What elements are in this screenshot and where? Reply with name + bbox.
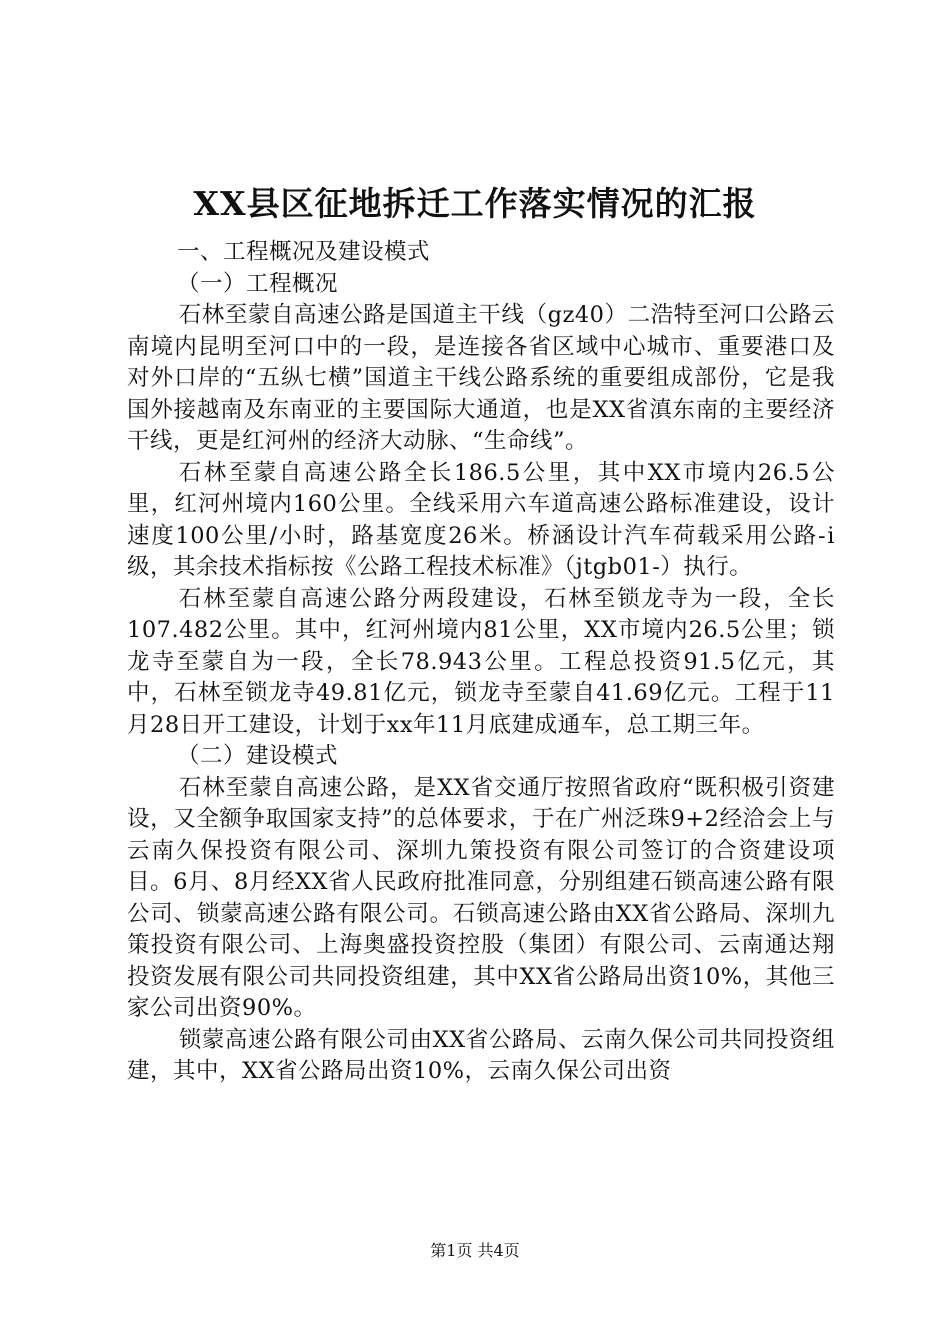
paragraph: 石林至蒙自高速公路，是XX省交通厅按照省政府“既积极引资建设，又全额争取国家支持”的总体要求，于在广州泛珠9+2经洽会上与云南久保投资有限公司、深圳九策投资有限公司签订的合资建设项目。6月、8月经XX省人民政府批准同意，分别组建石锁高速公路有限公司、锁蒙高速公路有限公司。石锁高速公路由XX省公路局、深圳九策投资有限公司、上海奥盛投资控股（集团）有限公司、云南通达翔投资发展有限公司共同投资组建，其中XX省公路局出资10%，其他三家公司出资90%。 [127, 774, 835, 1021]
paragraph: 锁蒙高速公路有限公司由XX省公路局、云南久保公司共同投资组建，其中，XX省公路局出资10%，云南久保公司出资 [127, 1026, 835, 1084]
section-heading: 一、工程概况及建设模式 [177, 239, 431, 265]
paragraph: 石林至蒙自高速公路是国道主干线（gz40）二浩特至河口公路云南境内昆明至河口中的一段，是连接各省区域中心城市、重要港口及对外口岸的“五纵七横”国道主干线公路系统的重要组成部份，它是我国外接越南及东南亚的主要国际大通道，也是XX省滇东南的主要经济干线，更是红河州的经济大动脉、“生命线”。 [127, 302, 835, 454]
paragraph: 石林至蒙自高速公路分两段建设，石林至锁龙寺为一段，全长107.482公里。其中，红河州境内81公里，XX市境内26.5公里；锁龙寺至蒙自为一段，全长78.943公里。工程总投资91.5亿元，其中，石林至锁龙寺49.81亿元，锁龙寺至蒙自41.69亿元。工程于11月28日开工建设，计划于xx年11月底建成通车，总工期三年。 [127, 585, 835, 738]
document-body [127, 237, 835, 1088]
subsection-heading: （一）工程概况 [177, 270, 339, 297]
page-footer: 第1页 共4页 [430, 1241, 520, 1260]
subsection-heading: （二）建设模式 [177, 743, 339, 769]
paragraph: 石林至蒙自高速公路全长186.5公里，其中XX市境内26.5公里，红河州境内160公里。全线采用六车道高速公路标准建设，设计速度100公里/小时，路基宽度26米。桥涵设计汽车荷载采用公路-ⅰ级，其余技术指标按《公路工程技术标准》（jtgb01-）执行。 [127, 459, 835, 580]
document-title: XX县区征地拆迁工作落实情况的汇报 [193, 184, 757, 223]
